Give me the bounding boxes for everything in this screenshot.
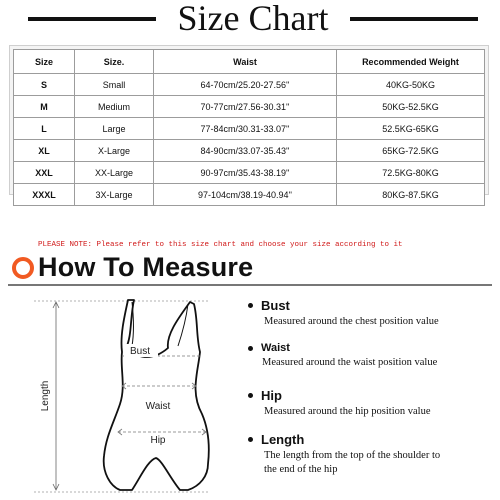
measure-length-title: Length — [261, 432, 305, 447]
title-rule-left — [28, 17, 156, 21]
cell-waist: 64-70cm/25.20-27.56'' — [154, 74, 337, 96]
measure-hip — [248, 388, 488, 419]
length-label: Length — [40, 380, 51, 412]
measure-length — [248, 432, 488, 477]
measure-waist — [248, 342, 488, 370]
table-row — [14, 118, 485, 140]
table-row — [14, 74, 485, 96]
measure-waist-desc: Measured around the waist position value — [262, 357, 438, 368]
bust-label: Bust — [129, 346, 151, 357]
cell-size-code: XL — [14, 140, 75, 162]
cell-recommended-weight: 52.5KG-65KG — [337, 118, 485, 140]
cell-waist: 90-97cm/35.43-38.19'' — [154, 162, 337, 184]
measure-bust-title: Bust — [261, 298, 290, 313]
cell-recommended-weight: 72.5KG-80KG — [337, 162, 485, 184]
header-weight: Recommended Weight — [337, 50, 485, 74]
table-row — [14, 184, 485, 206]
cell-size-code: L — [14, 118, 75, 140]
table-header-row — [14, 50, 485, 74]
header-size-name: Size. — [75, 50, 154, 74]
how-to-measure-title: How To Measure — [38, 252, 254, 282]
cell-size-name: Small — [75, 74, 154, 96]
measure-hip-desc: Measured around the hip position value — [264, 406, 431, 417]
header-size: Size — [14, 50, 75, 74]
cell-size-name: X-Large — [75, 140, 154, 162]
cell-size-code: XXXL — [14, 184, 75, 206]
hip-label: Hip — [150, 435, 166, 446]
waist-label: Waist — [145, 401, 171, 412]
cell-size-code: S — [14, 74, 75, 96]
cell-waist: 97-104cm/38.19-40.94'' — [154, 184, 337, 206]
section-divider — [8, 284, 492, 286]
measure-length-desc-2: the end of the hip — [264, 464, 338, 475]
bullet-icon — [248, 303, 253, 308]
orange-ring-icon — [12, 257, 34, 279]
cell-size-name: 3X-Large — [75, 184, 154, 206]
measure-bust-desc: Measured around the chest position value — [264, 316, 439, 327]
cell-size-name: Large — [75, 118, 154, 140]
measure-waist-title: Waist — [261, 342, 290, 354]
bullet-icon — [248, 346, 253, 351]
cell-waist: 84-90cm/33.07-35.43'' — [154, 140, 337, 162]
title-rule-right — [350, 17, 478, 21]
bodysuit-diagram — [30, 296, 250, 496]
measure-bust — [248, 298, 488, 329]
cell-waist: 77-84cm/30.31-33.07'' — [154, 118, 337, 140]
cell-recommended-weight: 65KG-72.5KG — [337, 140, 485, 162]
table-row — [14, 162, 485, 184]
size-table — [13, 49, 485, 206]
cell-recommended-weight: 50KG-52.5KG — [337, 96, 485, 118]
header-waist: Waist — [154, 50, 337, 74]
cell-recommended-weight: 80KG-87.5KG — [337, 184, 485, 206]
size-note: PLEASE NOTE: Please refer to this size chart and choose your size according to it — [38, 241, 403, 249]
cell-size-name: Medium — [75, 96, 154, 118]
table-row — [14, 140, 485, 162]
cell-recommended-weight: 40KG-50KG — [337, 74, 485, 96]
measure-hip-title: Hip — [261, 388, 282, 403]
bullet-icon — [248, 437, 253, 442]
size-chart-title: Size Chart — [177, 0, 329, 38]
size-chart-header — [0, 0, 500, 44]
cell-size-name: XX-Large — [75, 162, 154, 184]
cell-size-code: XXL — [14, 162, 75, 184]
cell-waist: 70-77cm/27.56-30.31'' — [154, 96, 337, 118]
table-row — [14, 96, 485, 118]
bodysuit-outline — [104, 300, 209, 490]
measure-length-desc-1: The length from the top of the shoulder to — [264, 450, 441, 461]
bullet-icon — [248, 393, 253, 398]
cell-size-code: M — [14, 96, 75, 118]
size-table-frame — [9, 45, 489, 200]
